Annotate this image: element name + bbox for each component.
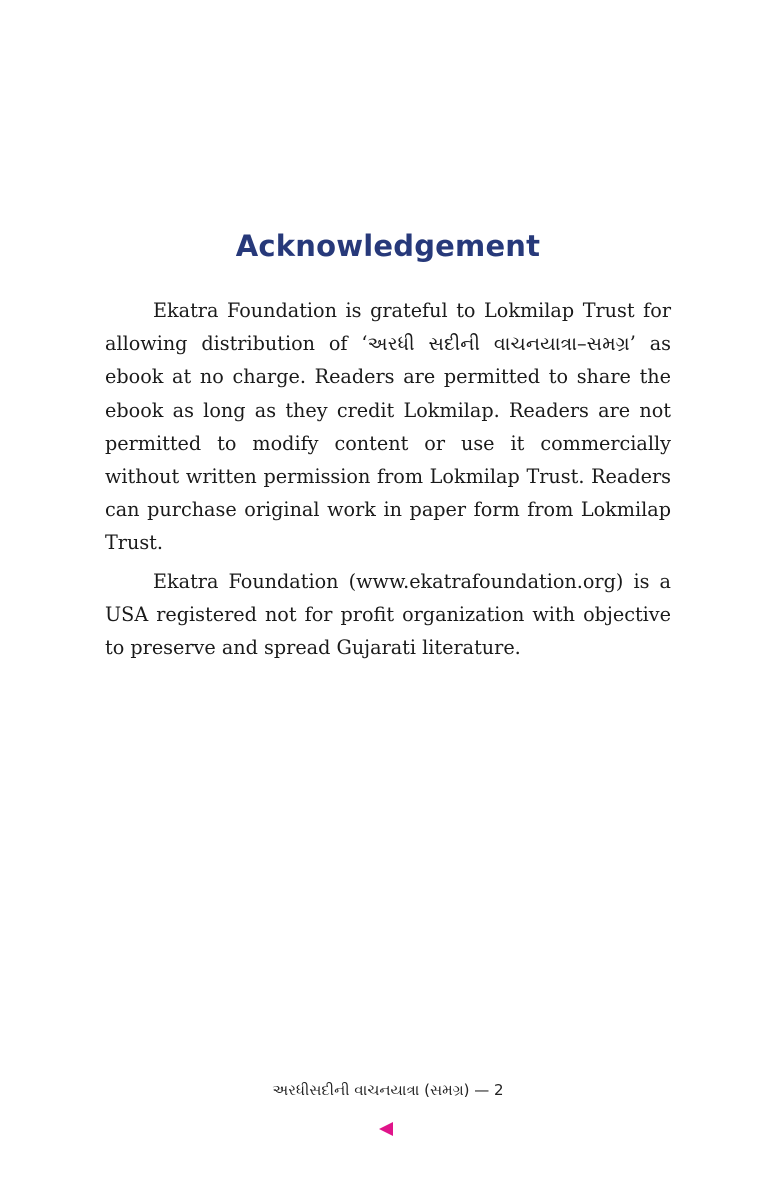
page-footer [0,1081,776,1099]
paragraph: Ekatra Foundation (www.ekatrafoundation.org) is a USA registered not for profit organization with objective to preserve and spread Gujarati literature. [105,569,671,660]
previous-page-icon[interactable] [379,1122,393,1136]
footer-text: અરધીસદીની વાચનયાત્રા (સમગ્ર) — 2 [272,1081,504,1099]
acknowledgement-body [105,294,671,664]
paragraph: Ekatra Foundation is grateful to Lokmilap Trust for allowing distribution of ‘અરધી સદીની વાચનયાત્રા–સમગ્ર’ as ebook at no charge. Readers are permitted to share the ebook as long as they credit Lokmilap. Readers are not permitted to modify content or use it commercially without written permission from Lokmilap Trust. Readers can purchase original work in paper form from Lokmilap Trust. [105,299,671,555]
page-title: Acknowledgement [235,229,541,263]
